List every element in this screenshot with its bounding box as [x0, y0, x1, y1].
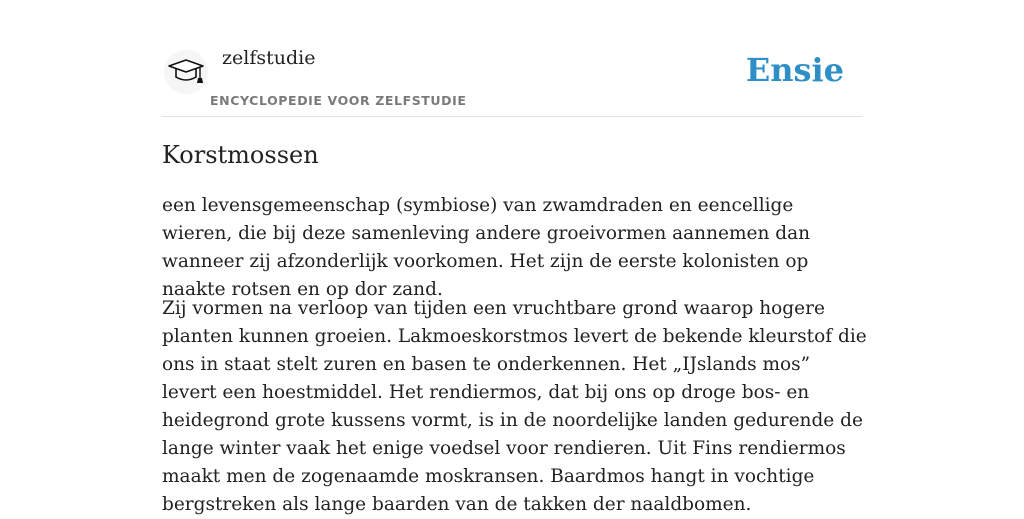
graduation-cap-svg — [167, 54, 205, 90]
page-container — [162, 0, 867, 515]
graduation-cap-icon[interactable] — [164, 50, 208, 94]
site-header — [162, 0, 862, 117]
site-tagline: ENCYCLOPEDIE VOOR ZELFSTUDIE — [210, 93, 467, 108]
paragraph-2: Zij vormen na verloop van tijden een vruchtbare grond waarop hogere planten kunnen groeien. Lakmoeskorstmos levert de bekende kleurstof die ons in staat stelt zuren en basen te onderkennen. Het „IJslands mos” levert een hoestmiddel. Het rendiermos, dat bij ons op droge bos- en heidegrond grote kussens vormt, is in de noordelijke landen gedurende de lange winter vaak het enige voedsel voor rendieren. Uit Fins rendiermos maakt men de zogenaamde moskransen. Baardmos hangt in vochtige bergstreken als lange baarden van de takken der naaldbomen. — [162, 298, 867, 515]
site-name[interactable]: zelfstudie — [222, 47, 316, 69]
paragraph-1: een levensgemeenschap (symbiose) van zwamdraden en eencellige wieren, die bij deze samenleving andere groeivormen aannemen dan wanneer zij afzonderlijk voorkomen. Het zijn de eerste kolonisten op naakte rotsen en op dor zand. — [162, 195, 811, 300]
page-title: Korstmossen — [162, 141, 319, 169]
brand-logo[interactable]: Ensie — [745, 51, 844, 89]
